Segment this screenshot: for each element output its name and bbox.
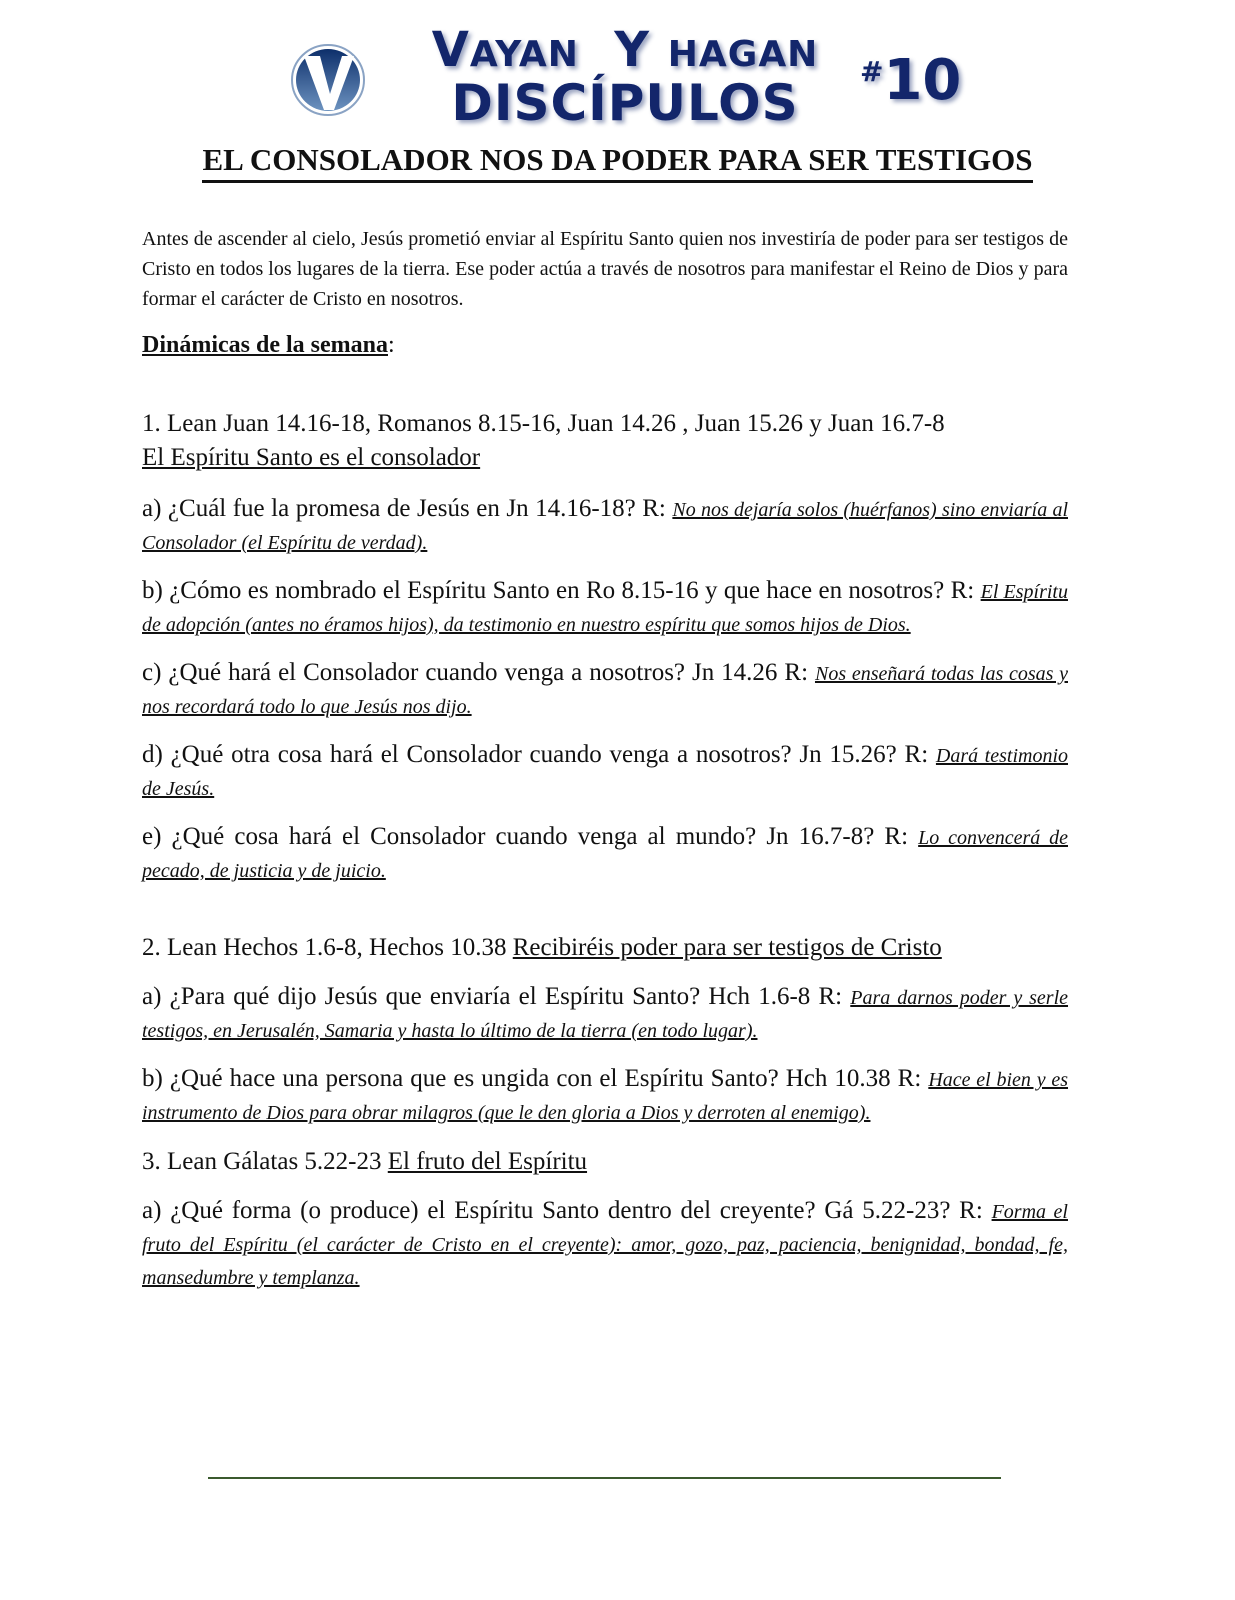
footer-divider [208, 1477, 1001, 1479]
intro-paragraph: Antes de ascender al cielo, Jesús prometió enviar al Espíritu Santo quien nos investiría de poder para ser testigos de Cristo en todos los lugares de la tierra. Ese poder actúa a través de nosotros para manifestar el Reino de Dios y para formar el carácter de Cristo en nosotros. [142, 228, 1068, 310]
question: d) ¿Qué otra cosa hará el Consolador cuando venga a nosotros? Jn 15.26? R: Dará testimonio de Jesús. [142, 741, 1068, 800]
dynamics-heading: Dinámicas de la semana: [142, 332, 395, 358]
question: a) ¿Cuál fue la promesa de Jesús en Jn 14.16-18? R: No nos dejaría solos (huérfanos) sino enviaría al Consolador (el Espíritu de verdad). [142, 495, 1068, 554]
brand-title: VAYAN Y HAGAN DISCÍPULOS [431, 22, 819, 132]
v-circle-logo-icon [290, 42, 366, 118]
page-header [0, 12, 1235, 132]
section-1 [142, 407, 1068, 887]
lesson-number-badge: #10 [860, 48, 962, 113]
section-lead: 2. Lean Hechos 1.6-8, Hechos 10.38 Recibiréis poder para ser testigos de Cristo [142, 934, 942, 961]
question: a) ¿Para qué dijo Jesús que enviaría el Espíritu Santo? Hch 1.6-8 R: Para darnos poder y serle testigos, en Jerusalén, Samaria y hasta lo último de la tierra (en todo lugar). [142, 983, 1069, 1042]
question: c) ¿Qué hará el Consolador cuando venga a nosotros? Jn 14.26 R: Nos enseñará todas las cosas y nos recordará todo lo que Jesús nos dijo. [142, 659, 1068, 718]
section-lead: 3. Lean Gálatas 5.22-23 El fruto del Espíritu [142, 1148, 588, 1175]
question: b) ¿Cómo es nombrado el Espíritu Santo en Ro 8.15-16 y que hace en nosotros? R: El Espíritu de adopción (antes no éramos hijos), da testimonio en nuestro espíritu que somos hijos de Dios. [142, 577, 1068, 636]
section-lead: 1. Lean Juan 14.16-18, Romanos 8.15-16, Juan 14.26 , Juan 15.26 y Juan 16.7-8 El Espíritu Santo es el consolador [142, 410, 945, 471]
question: a) ¿Qué forma (o produce) el Espíritu Santo dentro del creyente? Gá 5.22-23? R: Forma el fruto del Espíritu (el carácter de Cristo en el creyente): amor, gozo, paz, paciencia, benignidad, bondad, fe, mansedumbre y templanza. [142, 1197, 1068, 1289]
question: b) ¿Qué hace una persona que es ungida con el Espíritu Santo? Hch 10.38 R: Hace el bien y es instrumento de Dios para obrar milagros (que le den gloria a Dios y derroten al enemigo). [142, 1065, 1069, 1124]
document-body [142, 224, 1068, 1294]
section-3 [142, 1145, 1068, 1294]
section-2 [142, 931, 1068, 1129]
page-title: EL CONSOLADOR NOS DA PODER PARA SER TESTIGOS [0, 140, 1235, 183]
question: e) ¿Qué cosa hará el Consolador cuando venga al mundo? Jn 16.7-8? R: Lo convencerá de pecado, de justicia y de juicio. [142, 823, 1068, 882]
